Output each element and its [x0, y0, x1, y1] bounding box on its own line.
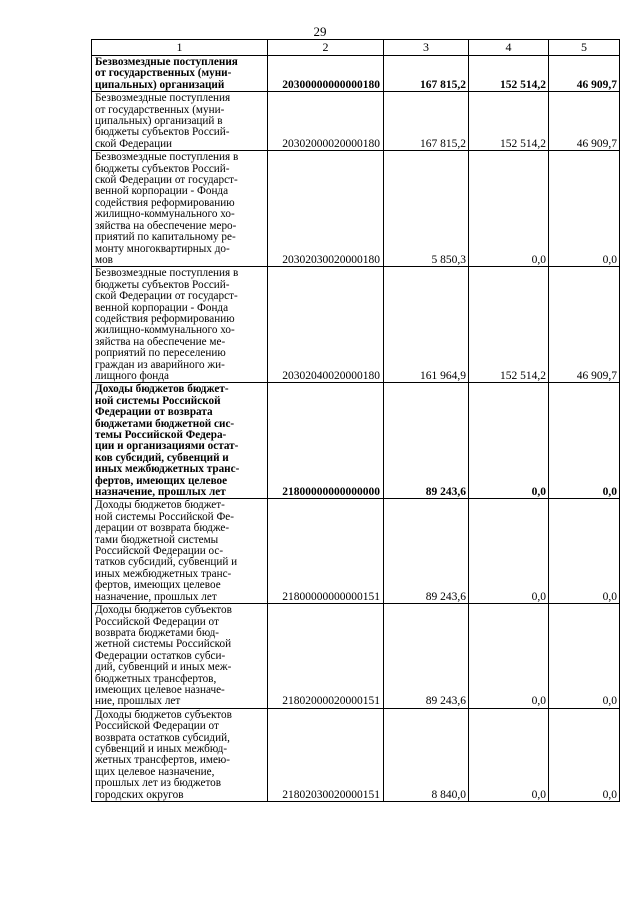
value-col5: 0,0	[549, 604, 620, 709]
column-header: 1	[92, 40, 268, 56]
budget-code: 20302000020000180	[268, 92, 384, 151]
value-col4: 152 514,2	[469, 92, 549, 151]
header-row	[92, 40, 620, 56]
table-row	[92, 499, 620, 604]
column-header: 5	[549, 40, 620, 56]
row-name: Доходы бюджетов субъектов Российской Федерации от возврата остатков субсидий, субвенций и иных межбюд- жетных трансфертов, имею- щих целевое назначение, прошлых лет из бюджетов городских округов	[92, 708, 268, 801]
row-name: Доходы бюджетов субъектов Российской Федерации от возврата бюджетами бюд- жетной системы Российской Федерации остатков субси- дий, субвенций и иных меж- бюджетных трансфертов, имеющих целевое назначе- ние, прошлых лет	[92, 604, 268, 709]
value-col3: 8 840,0	[384, 708, 469, 801]
column-header: 4	[469, 40, 549, 56]
budget-code: 21802000020000151	[268, 604, 384, 709]
column-header: 3	[384, 40, 469, 56]
row-name: Безвозмездные поступления в бюджеты субъектов Россий- ской Федерации от государст- венной корпорации - Фонда содействия реформированию жилищно-коммунального хо- зяйства на обеспечение меро- приятий по капитальному ре- монту многоквартирных до- мов	[92, 151, 268, 267]
value-col3: 161 964,9	[384, 267, 469, 383]
row-name: Доходы бюджетов бюджет- ной системы Российской Федерации от возврата бюджетами бюджетной сис- темы Российской Федера- ции и организациями остат- ков субсидий, субвенций и иных межбюджетных транс- фертов, имеющих целевое назначение, прошлых лет	[92, 383, 268, 499]
row-name: Доходы бюджетов бюджет- ной системы Российской Фе- дерации от возврата бюдже- тами бюджетной системы Российской Федерации ос- татков субсидий, субвенций и иных межбюджетных транс- фертов, имеющих целевое назначение, прошлых лет	[92, 499, 268, 604]
value-col5: 46 909,7	[549, 267, 620, 383]
page-number: 29	[313, 24, 327, 39]
value-col3: 89 243,6	[384, 604, 469, 709]
table-row	[92, 708, 620, 801]
budget-code: 20302030020000180	[268, 151, 384, 267]
value-col4: 152 514,2	[469, 56, 549, 92]
value-col3: 167 815,2	[384, 56, 469, 92]
value-col3: 89 243,6	[384, 499, 469, 604]
table-row	[92, 383, 620, 499]
table-row	[92, 267, 620, 383]
table-row	[92, 56, 620, 92]
value-col3: 5 850,3	[384, 151, 469, 267]
budget-code: 20300000000000180	[268, 56, 384, 92]
value-col3: 89 243,6	[384, 383, 469, 499]
value-col5: 0,0	[549, 383, 620, 499]
budget-code: 21800000000000151	[268, 499, 384, 604]
value-col4: 0,0	[469, 151, 549, 267]
value-col3: 167 815,2	[384, 92, 469, 151]
value-col4: 0,0	[469, 708, 549, 801]
budget-code: 21802030020000151	[268, 708, 384, 801]
table-body	[92, 56, 620, 802]
value-col4: 0,0	[469, 499, 549, 604]
value-col5: 46 909,7	[549, 92, 620, 151]
value-col5: 46 909,7	[549, 56, 620, 92]
value-col4: 0,0	[469, 604, 549, 709]
row-name: Безвозмездные поступления от государственных (муни- ципальных) организаций в бюджеты субъектов Россий- ской Федерации	[92, 92, 268, 151]
value-col5: 0,0	[549, 499, 620, 604]
table-row	[92, 92, 620, 151]
column-header: 2	[268, 40, 384, 56]
row-name: Безвозмездные поступления от государственных (муни- ципальных) организаций	[92, 56, 268, 92]
budget-code: 21800000000000000	[268, 383, 384, 499]
budget-code: 20302040020000180	[268, 267, 384, 383]
value-col4: 152 514,2	[469, 267, 549, 383]
table-row	[92, 604, 620, 709]
value-col5: 0,0	[549, 151, 620, 267]
value-col5: 0,0	[549, 708, 620, 801]
revenue-table	[91, 39, 620, 802]
table-row	[92, 151, 620, 267]
value-col4: 0,0	[469, 383, 549, 499]
row-name: Безвозмездные поступления в бюджеты субъектов Россий- ской Федерации от государст- венной корпорации - Фонда содействия реформированию жилищно-коммунального хо- зяйства на обеспечение ме- роприятий по переселению граждан из аварийного жи- лищного фонда	[92, 267, 268, 383]
